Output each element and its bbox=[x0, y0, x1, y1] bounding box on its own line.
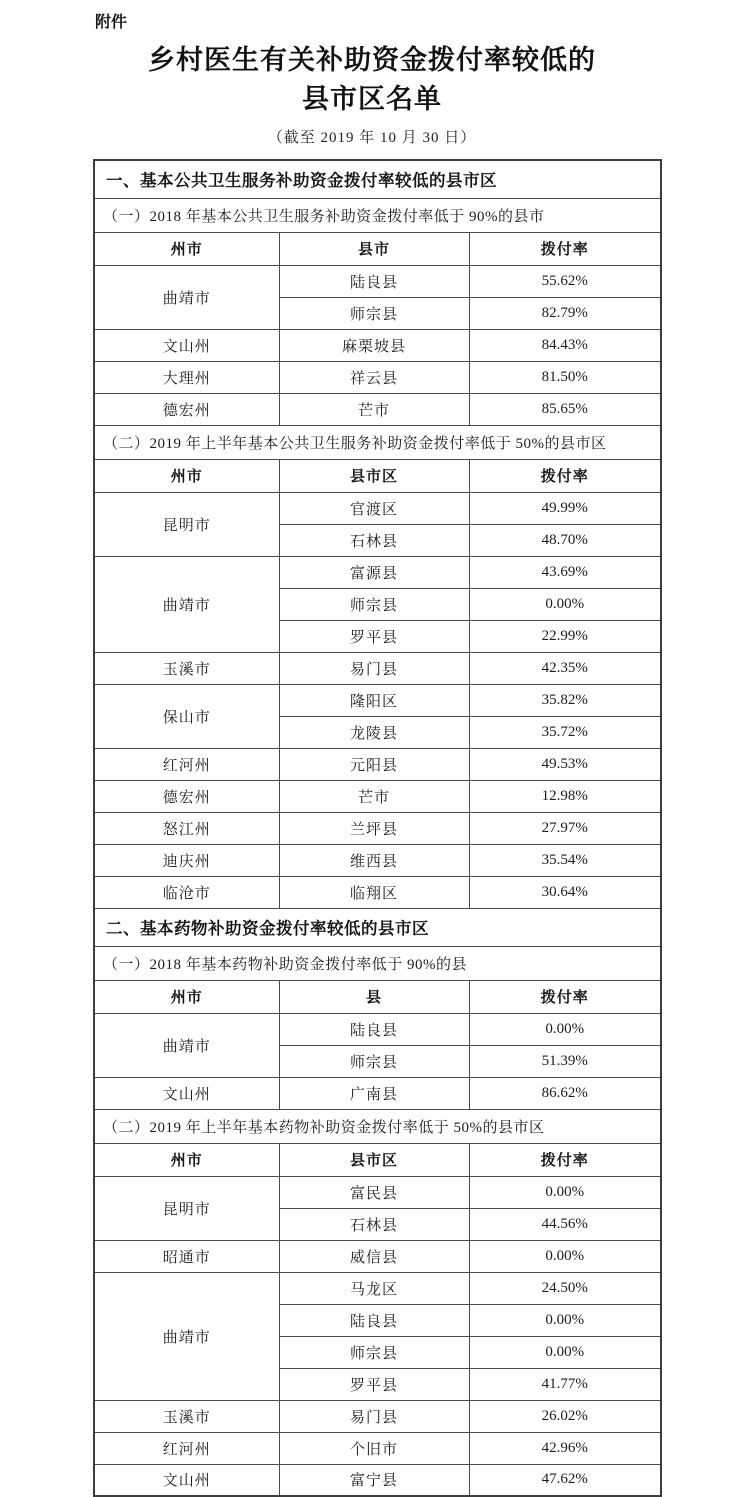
county-cell: 易门县 bbox=[279, 1400, 469, 1432]
column-header: 拨付率 bbox=[469, 980, 661, 1013]
rate-cell: 81.50% bbox=[469, 361, 661, 393]
county-cell: 芒市 bbox=[279, 780, 469, 812]
county-cell: 官渡区 bbox=[279, 492, 469, 524]
county-cell: 石林县 bbox=[279, 1208, 469, 1240]
county-cell: 隆阳区 bbox=[279, 684, 469, 716]
subsection-caption: （二）2019 年上半年基本药物补助资金拨付率低于 50%的县市区 bbox=[94, 1109, 661, 1143]
county-cell: 师宗县 bbox=[279, 1336, 469, 1368]
column-header: 拨付率 bbox=[469, 459, 661, 492]
county-cell: 陆良县 bbox=[279, 1013, 469, 1045]
table-row bbox=[94, 556, 661, 588]
table-row bbox=[94, 160, 661, 198]
subsection-caption: （一）2018 年基本公共卫生服务补助资金拨付率低于 90%的县市 bbox=[94, 198, 661, 232]
column-header: 州市 bbox=[94, 1143, 279, 1176]
county-cell: 麻栗坡县 bbox=[279, 329, 469, 361]
document-page bbox=[0, 9, 744, 1488]
rate-cell: 47.62% bbox=[469, 1464, 661, 1496]
table-row bbox=[94, 1176, 661, 1208]
state-cell: 昆明市 bbox=[94, 492, 279, 556]
table-row bbox=[94, 492, 661, 524]
table-row bbox=[94, 812, 661, 844]
state-cell: 德宏州 bbox=[94, 393, 279, 425]
county-cell: 祥云县 bbox=[279, 361, 469, 393]
rate-cell: 26.02% bbox=[469, 1400, 661, 1432]
table-row bbox=[94, 1400, 661, 1432]
county-cell: 陆良县 bbox=[279, 265, 469, 297]
column-header: 县市区 bbox=[279, 459, 469, 492]
state-cell: 曲靖市 bbox=[94, 1272, 279, 1400]
county-cell: 个旧市 bbox=[279, 1432, 469, 1464]
rate-cell: 82.79% bbox=[469, 297, 661, 329]
state-cell: 玉溪市 bbox=[94, 1400, 279, 1432]
table-row bbox=[94, 980, 661, 1013]
rate-cell: 0.00% bbox=[469, 1176, 661, 1208]
table-row bbox=[94, 425, 661, 459]
state-cell: 昭通市 bbox=[94, 1240, 279, 1272]
county-cell: 易门县 bbox=[279, 652, 469, 684]
rate-cell: 0.00% bbox=[469, 1304, 661, 1336]
state-cell: 文山州 bbox=[94, 329, 279, 361]
page-subtitle: （截至 2019 年 10 月 30 日） bbox=[267, 130, 477, 146]
table-row bbox=[94, 748, 661, 780]
county-cell: 临翔区 bbox=[279, 876, 469, 908]
state-cell: 昆明市 bbox=[94, 1176, 279, 1240]
state-cell: 迪庆州 bbox=[94, 844, 279, 876]
table-row bbox=[94, 1109, 661, 1143]
section-heading: 一、基本公共卫生服务补助资金拨付率较低的县市区 bbox=[94, 160, 661, 198]
county-cell: 富民县 bbox=[279, 1176, 469, 1208]
section-heading: 二、基本药物补助资金拨付率较低的县市区 bbox=[94, 908, 661, 946]
table-row bbox=[94, 361, 661, 393]
rate-cell: 0.00% bbox=[469, 588, 661, 620]
county-cell: 富源县 bbox=[279, 556, 469, 588]
rate-cell: 0.00% bbox=[469, 1336, 661, 1368]
rate-cell: 44.56% bbox=[469, 1208, 661, 1240]
table-row bbox=[94, 198, 661, 232]
table-row bbox=[94, 908, 661, 946]
page-title bbox=[0, 41, 744, 119]
state-cell: 曲靖市 bbox=[94, 265, 279, 329]
state-cell: 文山州 bbox=[94, 1464, 279, 1496]
rate-cell: 43.69% bbox=[469, 556, 661, 588]
page-title-line1: 乡村医生有关补助资金拨付率较低的 bbox=[148, 45, 596, 75]
subsection-caption: （二）2019 年上半年基本公共卫生服务补助资金拨付率低于 50%的县市区 bbox=[94, 425, 661, 459]
table-row bbox=[94, 393, 661, 425]
rate-cell: 42.35% bbox=[469, 652, 661, 684]
subsection-caption: （一）2018 年基本药物补助资金拨付率低于 90%的县 bbox=[94, 946, 661, 980]
table-row bbox=[94, 844, 661, 876]
table-row bbox=[94, 232, 661, 265]
column-header: 拨付率 bbox=[469, 1143, 661, 1176]
rate-cell: 35.72% bbox=[469, 716, 661, 748]
county-cell: 广南县 bbox=[279, 1077, 469, 1109]
subsidy-rate-table-body bbox=[94, 160, 661, 1496]
rate-cell: 42.96% bbox=[469, 1432, 661, 1464]
county-cell: 元阳县 bbox=[279, 748, 469, 780]
column-header: 县市 bbox=[279, 232, 469, 265]
table-row bbox=[94, 780, 661, 812]
state-cell: 曲靖市 bbox=[94, 556, 279, 652]
subsidy-rate-table bbox=[93, 159, 662, 1497]
table-row bbox=[94, 1077, 661, 1109]
rate-cell: 49.99% bbox=[469, 492, 661, 524]
page-title-line2: 县市区名单 bbox=[302, 84, 442, 114]
table-row bbox=[94, 265, 661, 297]
county-cell: 罗平县 bbox=[279, 1368, 469, 1400]
table-row bbox=[94, 652, 661, 684]
rate-cell: 22.99% bbox=[469, 620, 661, 652]
table-row bbox=[94, 1143, 661, 1176]
column-header: 拨付率 bbox=[469, 232, 661, 265]
rate-cell: 48.70% bbox=[469, 524, 661, 556]
county-cell: 兰坪县 bbox=[279, 812, 469, 844]
county-cell: 石林县 bbox=[279, 524, 469, 556]
rate-cell: 51.39% bbox=[469, 1045, 661, 1077]
county-cell: 师宗县 bbox=[279, 297, 469, 329]
column-header: 县 bbox=[279, 980, 469, 1013]
rate-cell: 35.54% bbox=[469, 844, 661, 876]
state-cell: 曲靖市 bbox=[94, 1013, 279, 1077]
column-header: 州市 bbox=[94, 232, 279, 265]
attachment-label: 附件 bbox=[95, 12, 128, 31]
rate-cell: 41.77% bbox=[469, 1368, 661, 1400]
table-row bbox=[94, 1240, 661, 1272]
county-cell: 威信县 bbox=[279, 1240, 469, 1272]
column-header: 州市 bbox=[94, 459, 279, 492]
column-header: 州市 bbox=[94, 980, 279, 1013]
rate-cell: 84.43% bbox=[469, 329, 661, 361]
county-cell: 师宗县 bbox=[279, 1045, 469, 1077]
rate-cell: 86.62% bbox=[469, 1077, 661, 1109]
county-cell: 龙陵县 bbox=[279, 716, 469, 748]
rate-cell: 27.97% bbox=[469, 812, 661, 844]
table-row bbox=[94, 1272, 661, 1304]
table-row bbox=[94, 946, 661, 980]
county-cell: 罗平县 bbox=[279, 620, 469, 652]
county-cell: 师宗县 bbox=[279, 588, 469, 620]
state-cell: 红河州 bbox=[94, 1432, 279, 1464]
table-row bbox=[94, 876, 661, 908]
state-cell: 德宏州 bbox=[94, 780, 279, 812]
rate-cell: 35.82% bbox=[469, 684, 661, 716]
table-row bbox=[94, 459, 661, 492]
state-cell: 保山市 bbox=[94, 684, 279, 748]
state-cell: 临沧市 bbox=[94, 876, 279, 908]
county-cell: 陆良县 bbox=[279, 1304, 469, 1336]
table-row bbox=[94, 684, 661, 716]
state-cell: 大理州 bbox=[94, 361, 279, 393]
county-cell: 维西县 bbox=[279, 844, 469, 876]
state-cell: 怒江州 bbox=[94, 812, 279, 844]
rate-cell: 24.50% bbox=[469, 1272, 661, 1304]
rate-cell: 55.62% bbox=[469, 265, 661, 297]
state-cell: 文山州 bbox=[94, 1077, 279, 1109]
county-cell: 芒市 bbox=[279, 393, 469, 425]
table-row bbox=[94, 1464, 661, 1496]
state-cell: 玉溪市 bbox=[94, 652, 279, 684]
rate-cell: 85.65% bbox=[469, 393, 661, 425]
county-cell: 富宁县 bbox=[279, 1464, 469, 1496]
rate-cell: 12.98% bbox=[469, 780, 661, 812]
rate-cell: 0.00% bbox=[469, 1240, 661, 1272]
rate-cell: 0.00% bbox=[469, 1013, 661, 1045]
state-cell: 红河州 bbox=[94, 748, 279, 780]
rate-cell: 30.64% bbox=[469, 876, 661, 908]
table-row bbox=[94, 1013, 661, 1045]
table-row bbox=[94, 329, 661, 361]
table-row bbox=[94, 1432, 661, 1464]
rate-cell: 49.53% bbox=[469, 748, 661, 780]
county-cell: 马龙区 bbox=[279, 1272, 469, 1304]
column-header: 县市区 bbox=[279, 1143, 469, 1176]
